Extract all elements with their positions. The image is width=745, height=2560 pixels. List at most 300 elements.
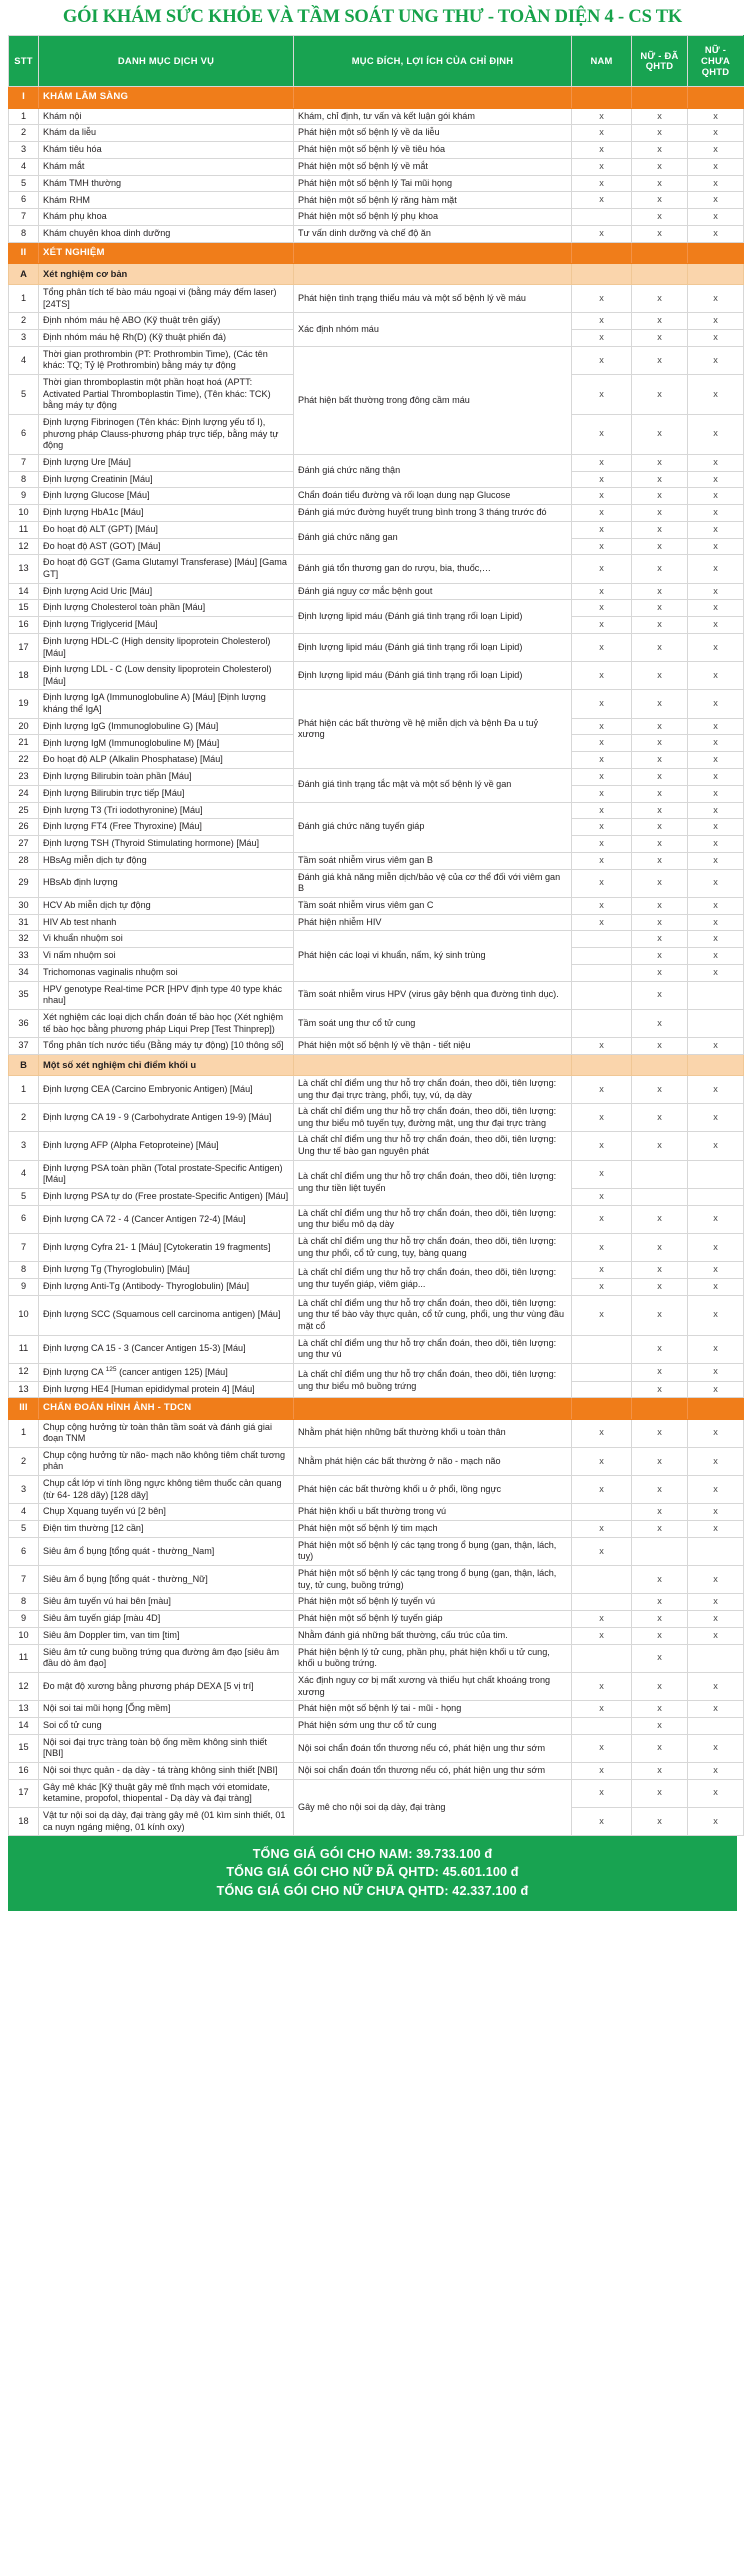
- row-mark-female-active: x: [632, 142, 688, 159]
- row-mark-female-inactive: [688, 1537, 744, 1565]
- row-service-name: Định lượng CA 15 - 3 (Cancer Antigen 15-3) [Máu]: [39, 1335, 294, 1363]
- row-mark-female-inactive: x: [688, 1701, 744, 1718]
- row-mark-female-active: x: [632, 852, 688, 869]
- row-mark-male: x: [572, 1672, 632, 1700]
- row-service-name: Định lượng CEA (Carcino Embryonic Antigen) [Máu]: [39, 1075, 294, 1103]
- table-row: [9, 454, 744, 471]
- row-mark-female-active: x: [632, 752, 688, 769]
- row-stt: 16: [9, 1762, 39, 1779]
- row-purpose: Phát hiện tình trạng thiếu máu và một số bệnh lý về máu: [294, 285, 572, 313]
- row-mark-male: x: [572, 852, 632, 869]
- table-row: [9, 690, 744, 718]
- row-mark-female-inactive: x: [688, 583, 744, 600]
- table-row: [9, 488, 744, 505]
- table-row: [9, 192, 744, 209]
- section-mark-male: [572, 1054, 632, 1075]
- row-service-name: Khám da liễu: [39, 125, 294, 142]
- row-mark-female-inactive: x: [688, 1381, 744, 1398]
- table-row: [9, 1504, 744, 1521]
- table-row: [9, 1363, 744, 1381]
- row-stt: 29: [9, 869, 39, 897]
- row-service-name: HIV Ab test nhanh: [39, 914, 294, 931]
- row-stt: 13: [9, 555, 39, 583]
- row-service-name: Định lượng TSH (Thyroid Stimulating hormone) [Máu]: [39, 836, 294, 853]
- row-purpose: Định lượng lipid máu (Đánh giá tình trạng rối loạn Lipid): [294, 600, 572, 634]
- row-mark-female-active: x: [632, 1779, 688, 1807]
- row-stt: 4: [9, 158, 39, 175]
- row-mark-male: x: [572, 1701, 632, 1718]
- row-stt: 22: [9, 752, 39, 769]
- row-mark-male: x: [572, 869, 632, 897]
- package-table: [8, 35, 744, 1836]
- row-stt: 2: [9, 1104, 39, 1132]
- section-purpose-blank: [294, 242, 572, 263]
- row-stt: 26: [9, 819, 39, 836]
- row-stt: 14: [9, 1717, 39, 1734]
- row-mark-female-active: x: [632, 454, 688, 471]
- row-purpose: Đánh giá mức đường huyết trung bình trong 3 tháng trước đó: [294, 505, 572, 522]
- row-mark-male: x: [572, 1205, 632, 1233]
- row-service-name: Định lượng PSA toàn phần (Total prostate-Specific Antigen) [Máu]: [39, 1160, 294, 1188]
- page-title: GÓI KHÁM SỨC KHỎE VÀ TẦM SOÁT UNG THƯ - TOÀN DIỆN 4 - CS TK: [62, 7, 683, 27]
- row-stt: 18: [9, 1807, 39, 1835]
- row-purpose: Phát hiện một số bệnh lý răng hàm mặt: [294, 192, 572, 209]
- row-stt: 8: [9, 1262, 39, 1279]
- row-mark-male: x: [572, 836, 632, 853]
- row-mark-male: [572, 1566, 632, 1594]
- row-service-name: Trichomonas vaginalis nhuộm soi: [39, 964, 294, 981]
- row-service-name: Thời gian prothrombin (PT: Prothrombin Time), (Các tên khác: TQ; Tỷ lệ Prothrombin) bằng máy tự động: [39, 346, 294, 374]
- row-mark-female-active: x: [632, 471, 688, 488]
- row-service-name: Đo hoạt độ AST (GOT) [Máu]: [39, 538, 294, 555]
- row-mark-female-inactive: x: [688, 192, 744, 209]
- row-mark-male: [572, 1717, 632, 1734]
- row-mark-male: x: [572, 1779, 632, 1807]
- table-row: [9, 1104, 744, 1132]
- table-row: [9, 1132, 744, 1160]
- row-mark-female-active: x: [632, 1807, 688, 1835]
- row-purpose: Là chất chỉ điểm ung thư hỗ trợ chẩn đoán, theo dõi, tiên lượng: ung thư tế bào vảy thực quản, cổ tử cung, phổi, ung thư vùng đầu mặt cổ: [294, 1295, 572, 1335]
- row-purpose: Đánh giá chức năng tuyến giáp: [294, 802, 572, 852]
- row-mark-female-inactive: x: [688, 1521, 744, 1538]
- row-mark-female-active: x: [632, 505, 688, 522]
- row-stt: 6: [9, 414, 39, 454]
- row-purpose: Phát hiện bệnh lý tử cung, phần phụ, phát hiện khối u tử cung, khối u buồng trứng.: [294, 1644, 572, 1672]
- row-mark-female-inactive: x: [688, 617, 744, 634]
- row-mark-female-inactive: x: [688, 1627, 744, 1644]
- subsection-header-row: [9, 1054, 744, 1075]
- row-service-name: Siêu âm tử cung buồng trứng qua đường âm đạo [siêu âm đầu dò âm đạo]: [39, 1644, 294, 1672]
- row-mark-female-active: x: [632, 1504, 688, 1521]
- row-mark-male: x: [572, 313, 632, 330]
- row-mark-female-inactive: x: [688, 414, 744, 454]
- row-mark-male: x: [572, 897, 632, 914]
- row-mark-female-inactive: x: [688, 785, 744, 802]
- row-purpose: Phát hiện các bất thường khối u ở phổi, lồng ngực: [294, 1476, 572, 1504]
- row-service-name: Định lượng PSA tự do (Free prostate-Specific Antigen) [Máu]: [39, 1188, 294, 1205]
- row-stt: 7: [9, 209, 39, 226]
- section-label: Xét nghiệm cơ bản: [39, 264, 294, 285]
- row-mark-female-active: x: [632, 836, 688, 853]
- row-mark-female-inactive: x: [688, 1762, 744, 1779]
- row-mark-female-inactive: x: [688, 735, 744, 752]
- row-service-name: Định lượng Acid Uric [Máu]: [39, 583, 294, 600]
- row-stt: 3: [9, 142, 39, 159]
- row-mark-male: x: [572, 1295, 632, 1335]
- row-mark-female-active: x: [632, 1566, 688, 1594]
- row-mark-female-inactive: x: [688, 1132, 744, 1160]
- row-mark-male: x: [572, 175, 632, 192]
- row-mark-female-inactive: x: [688, 852, 744, 869]
- row-stt: 12: [9, 538, 39, 555]
- row-stt: 15: [9, 1734, 39, 1762]
- row-purpose: Đánh giá chức năng thận: [294, 454, 572, 488]
- section-header-row: [9, 87, 744, 108]
- table-row: [9, 1262, 744, 1279]
- row-mark-female-inactive: x: [688, 1807, 744, 1835]
- row-stt: 14: [9, 583, 39, 600]
- row-mark-female-inactive: x: [688, 1038, 744, 1055]
- col-header-purpose: MỤC ĐÍCH, LỢI ÍCH CỦA CHỈ ĐỊNH: [294, 36, 572, 87]
- row-stt: 18: [9, 662, 39, 690]
- row-stt: 6: [9, 1205, 39, 1233]
- section-header-row: [9, 242, 744, 263]
- row-service-name: Soi cổ tử cung: [39, 1717, 294, 1734]
- row-purpose: Đánh giá khả năng miễn dịch/bảo vệ của cơ thể đối với viêm gan B: [294, 869, 572, 897]
- row-mark-male: x: [572, 617, 632, 634]
- row-service-name: Định lượng T3 (Tri iodothyronine) [Máu]: [39, 802, 294, 819]
- table-row: [9, 1009, 744, 1037]
- row-purpose: Đánh giá chức năng gan: [294, 521, 572, 555]
- row-stt: 3: [9, 330, 39, 347]
- row-mark-female-inactive: x: [688, 948, 744, 965]
- section-mark-female-inactive: [688, 264, 744, 285]
- row-purpose: Xác định nguy cơ bị mất xương và thiếu hụt chất khoáng trong xương: [294, 1672, 572, 1700]
- row-mark-male: x: [572, 1476, 632, 1504]
- section-number: A: [9, 264, 39, 285]
- row-mark-female-active: x: [632, 1233, 688, 1261]
- row-mark-female-active: x: [632, 1009, 688, 1037]
- section-purpose-blank: [294, 87, 572, 108]
- table-body: [9, 87, 744, 1836]
- row-mark-female-inactive: x: [688, 802, 744, 819]
- row-mark-female-inactive: [688, 981, 744, 1009]
- row-mark-male: [572, 1644, 632, 1672]
- table-header: [9, 36, 744, 87]
- row-purpose: Phát hiện các loại vi khuẩn, nấm, ký sinh trùng: [294, 931, 572, 981]
- row-stt: 11: [9, 1335, 39, 1363]
- row-mark-female-inactive: x: [688, 1335, 744, 1363]
- row-mark-male: x: [572, 1132, 632, 1160]
- table-row: [9, 1075, 744, 1103]
- row-purpose: Là chất chỉ điểm ung thư hỗ trợ chẩn đoán, theo dõi, tiên lượng: ung thư phổi, cổ tử cung, tụy, bàng quang: [294, 1233, 572, 1261]
- row-mark-male: [572, 1381, 632, 1398]
- row-mark-female-inactive: [688, 1009, 744, 1037]
- row-purpose: Nội soi chẩn đoán tổn thương nếu có, phát hiện ung thư sớm: [294, 1734, 572, 1762]
- table-row: [9, 505, 744, 522]
- table-row: [9, 1419, 744, 1447]
- section-mark-female-inactive: [688, 1054, 744, 1075]
- row-mark-female-active: x: [632, 1672, 688, 1700]
- section-number: I: [9, 87, 39, 108]
- row-purpose: Phát hiện một số bệnh lý Tai mũi họng: [294, 175, 572, 192]
- row-purpose: Gây mê cho nội soi dạ dày, đại tràng: [294, 1779, 572, 1836]
- row-mark-female-active: x: [632, 1381, 688, 1398]
- row-mark-female-active: x: [632, 662, 688, 690]
- row-mark-female-active: x: [632, 192, 688, 209]
- row-mark-female-active: x: [632, 1644, 688, 1672]
- row-purpose: Định lượng lipid máu (Đánh giá tình trạng rối loạn Lipid): [294, 662, 572, 690]
- row-mark-female-inactive: x: [688, 471, 744, 488]
- row-mark-female-active: x: [632, 819, 688, 836]
- table-row: [9, 346, 744, 374]
- row-service-name: Chụp cộng hưởng từ não- mạch não không tiêm chất tương phản: [39, 1447, 294, 1475]
- row-mark-female-inactive: x: [688, 836, 744, 853]
- row-stt: 3: [9, 1476, 39, 1504]
- row-purpose: Phát hiện một số bệnh lý tuyến vú: [294, 1594, 572, 1611]
- row-service-name: Vật tư nội soi dạ dày, đại tràng gây mê (01 kìm sinh thiết, 01 ca nuyn ngáng miệng, 01 kính oxy): [39, 1807, 294, 1835]
- row-purpose: Phát hiện một số bệnh lý về mắt: [294, 158, 572, 175]
- row-stt: 2: [9, 1447, 39, 1475]
- row-mark-male: [572, 1504, 632, 1521]
- row-purpose: Phát hiện một số bệnh lý về thận - tiết niệu: [294, 1038, 572, 1055]
- row-purpose: Phát hiện nhiễm HIV: [294, 914, 572, 931]
- row-mark-male: [572, 1009, 632, 1037]
- row-service-name: Nội soi thực quản - dạ dày - tá tràng không sinh thiết [NBI]: [39, 1762, 294, 1779]
- row-mark-female-inactive: [688, 1188, 744, 1205]
- row-service-name: Khám TMH thường: [39, 175, 294, 192]
- row-purpose: Chẩn đoán tiểu đường và rối loạn dung nạp Glucose: [294, 488, 572, 505]
- row-service-name: Tổng phân tích tế bào máu ngoại vi (bằng máy đếm laser) [24TS]: [39, 285, 294, 313]
- row-mark-male: x: [572, 225, 632, 242]
- row-service-name: Vi khuẩn nhuộm soi: [39, 931, 294, 948]
- table-row: [9, 1717, 744, 1734]
- row-mark-female-inactive: x: [688, 488, 744, 505]
- row-mark-female-inactive: x: [688, 225, 744, 242]
- row-mark-male: x: [572, 1104, 632, 1132]
- row-mark-female-inactive: x: [688, 1104, 744, 1132]
- row-service-name: HBsAg miễn dịch tự động: [39, 852, 294, 869]
- table-row: [9, 555, 744, 583]
- row-purpose: Phát hiện một số bệnh lý các tạng trong ổ bụng (gan, thận, lách, tuỵ): [294, 1537, 572, 1565]
- row-mark-female-inactive: x: [688, 538, 744, 555]
- row-mark-male: x: [572, 1188, 632, 1205]
- section-mark-female-active: [632, 1054, 688, 1075]
- col-header-stt: STT: [9, 36, 39, 87]
- row-mark-female-active: x: [632, 869, 688, 897]
- row-stt: 4: [9, 1504, 39, 1521]
- row-mark-male: x: [572, 158, 632, 175]
- row-stt: 11: [9, 1644, 39, 1672]
- row-mark-female-inactive: x: [688, 914, 744, 931]
- row-service-name: Định lượng Glucose [Máu]: [39, 488, 294, 505]
- row-service-name: Khám phụ khoa: [39, 209, 294, 226]
- row-mark-male: x: [572, 1537, 632, 1565]
- table-row: [9, 1762, 744, 1779]
- row-mark-female-inactive: x: [688, 1279, 744, 1296]
- row-service-name: Định lượng HDL-C (High density lipoprotein Cholesterol) [Máu]: [39, 633, 294, 661]
- row-service-name: Đo hoạt độ GGT (Gama Glutamyl Transferase) [Máu] [Gama GT]: [39, 555, 294, 583]
- row-mark-female-active: x: [632, 769, 688, 786]
- row-service-name: HCV Ab miễn dịch tự động: [39, 897, 294, 914]
- row-mark-male: x: [572, 521, 632, 538]
- row-service-name: Định lượng Bilirubin trực tiếp [Máu]: [39, 785, 294, 802]
- row-service-name: Định lượng CA 19 - 9 (Carbohydrate Antigen 19-9) [Máu]: [39, 1104, 294, 1132]
- row-mark-female-active: x: [632, 897, 688, 914]
- row-stt: 19: [9, 690, 39, 718]
- table-row: [9, 209, 744, 226]
- row-service-name: Định lượng IgM (Immunoglobuline M) [Máu]: [39, 735, 294, 752]
- row-mark-female-active: x: [632, 583, 688, 600]
- row-stt: 30: [9, 897, 39, 914]
- row-mark-female-inactive: [688, 1717, 744, 1734]
- row-mark-male: x: [572, 375, 632, 415]
- row-stt: 31: [9, 914, 39, 931]
- table-row: [9, 1205, 744, 1233]
- row-mark-female-active: x: [632, 346, 688, 374]
- row-mark-female-active: x: [632, 1594, 688, 1611]
- row-mark-female-active: x: [632, 175, 688, 192]
- row-mark-male: x: [572, 1734, 632, 1762]
- row-service-name: Xét nghiệm các loại dịch chẩn đoán tế bào học (Xét nghiệm tế bào học bằng phương pháp Liqui Prep [Test Thinprep]): [39, 1009, 294, 1037]
- row-mark-female-active: x: [632, 225, 688, 242]
- row-mark-male: x: [572, 1038, 632, 1055]
- table-row: [9, 521, 744, 538]
- row-mark-female-active: x: [632, 1335, 688, 1363]
- table-row: [9, 600, 744, 617]
- row-stt: 13: [9, 1701, 39, 1718]
- row-mark-female-active: x: [632, 1762, 688, 1779]
- row-stt: 7: [9, 1233, 39, 1261]
- row-service-name: Siêu âm ổ bụng [tổng quát - thường_Nam]: [39, 1537, 294, 1565]
- table-row: [9, 285, 744, 313]
- row-mark-female-active: x: [632, 718, 688, 735]
- header-row: [9, 36, 744, 87]
- section-mark-female-active: [632, 242, 688, 263]
- section-mark-female-active: [632, 87, 688, 108]
- row-mark-female-inactive: x: [688, 505, 744, 522]
- row-service-name: Siêu âm tuyến vú hai bên [màu]: [39, 1594, 294, 1611]
- col-header-female-active: NỮ - ĐÃ QHTD: [632, 36, 688, 87]
- section-mark-male: [572, 87, 632, 108]
- row-service-name: HPV genotype Real-time PCR [HPV định type 40 type khác nhau]: [39, 981, 294, 1009]
- row-mark-female-inactive: x: [688, 897, 744, 914]
- row-mark-male: x: [572, 600, 632, 617]
- row-mark-female-inactive: x: [688, 158, 744, 175]
- row-mark-female-active: x: [632, 158, 688, 175]
- row-mark-female-inactive: x: [688, 1611, 744, 1628]
- table-row: [9, 869, 744, 897]
- row-mark-female-inactive: x: [688, 662, 744, 690]
- table-row: [9, 225, 744, 242]
- row-stt: 23: [9, 769, 39, 786]
- row-stt: 15: [9, 600, 39, 617]
- section-mark-female-active: [632, 1398, 688, 1419]
- section-mark-male: [572, 1398, 632, 1419]
- row-mark-female-inactive: x: [688, 521, 744, 538]
- row-mark-male: x: [572, 1521, 632, 1538]
- row-mark-female-active: x: [632, 633, 688, 661]
- row-stt: 16: [9, 617, 39, 634]
- section-label: XÉT NGHIỆM: [39, 242, 294, 263]
- row-mark-female-inactive: x: [688, 1205, 744, 1233]
- row-service-name: Định lượng Cholesterol toàn phần [Máu]: [39, 600, 294, 617]
- row-service-name: Định lượng IgA (Immunoglobuline A) [Máu] [Định lượng kháng thể IgA]: [39, 690, 294, 718]
- row-mark-female-active: x: [632, 1717, 688, 1734]
- row-stt: 10: [9, 1627, 39, 1644]
- section-purpose-blank: [294, 1398, 572, 1419]
- row-mark-male: x: [572, 330, 632, 347]
- row-stt: 24: [9, 785, 39, 802]
- row-stt: 21: [9, 735, 39, 752]
- row-purpose: Phát hiện một số bệnh lý về tiêu hóa: [294, 142, 572, 159]
- total-line-1: TỔNG GIÁ GÓI CHO NAM: 39.733.100 đ: [252, 1847, 493, 1862]
- row-mark-male: [572, 964, 632, 981]
- row-mark-female-inactive: x: [688, 1594, 744, 1611]
- row-mark-female-active: x: [632, 313, 688, 330]
- row-service-name: Điện tim thường [12 cần]: [39, 1521, 294, 1538]
- row-stt: 25: [9, 802, 39, 819]
- table-row: [9, 1594, 744, 1611]
- section-purpose-blank: [294, 264, 572, 285]
- row-purpose: Nhằm phát hiện các bất thường ở não - mạch não: [294, 1447, 572, 1475]
- row-service-name: Định lượng CA $^{125}$ (cancer antigen 125) [Máu]: [39, 1363, 294, 1381]
- section-purpose-blank: [294, 1054, 572, 1075]
- row-stt: 32: [9, 931, 39, 948]
- section-number: B: [9, 1054, 39, 1075]
- row-mark-female-inactive: x: [688, 142, 744, 159]
- row-mark-male: x: [572, 1447, 632, 1475]
- row-mark-male: x: [572, 1262, 632, 1279]
- table-row: [9, 769, 744, 786]
- row-mark-female-inactive: x: [688, 1419, 744, 1447]
- row-stt: 28: [9, 852, 39, 869]
- row-mark-female-inactive: x: [688, 1233, 744, 1261]
- row-mark-male: x: [572, 1233, 632, 1261]
- row-service-name: Định lượng Triglycerid [Máu]: [39, 617, 294, 634]
- table-row: [9, 1476, 744, 1504]
- row-service-name: Định lượng Tg (Thyroglobulin) [Máu]: [39, 1262, 294, 1279]
- row-service-name: Định lượng LDL - C (Low density lipoprotein Cholesterol) [Máu]: [39, 662, 294, 690]
- row-mark-female-active: x: [632, 1701, 688, 1718]
- row-mark-male: x: [572, 1160, 632, 1188]
- row-mark-female-inactive: x: [688, 1262, 744, 1279]
- section-mark-female-inactive: [688, 87, 744, 108]
- row-mark-male: x: [572, 1279, 632, 1296]
- row-stt: 2: [9, 125, 39, 142]
- row-stt: 5: [9, 1188, 39, 1205]
- table-row: [9, 1295, 744, 1335]
- row-mark-female-active: x: [632, 1611, 688, 1628]
- section-mark-female-inactive: [688, 242, 744, 263]
- row-mark-female-inactive: x: [688, 1504, 744, 1521]
- row-mark-male: x: [572, 819, 632, 836]
- row-mark-female-inactive: x: [688, 209, 744, 226]
- row-mark-female-active: x: [632, 555, 688, 583]
- row-mark-male: [572, 981, 632, 1009]
- row-service-name: Định lượng Creatinin [Máu]: [39, 471, 294, 488]
- row-mark-female-active: x: [632, 538, 688, 555]
- row-stt: 9: [9, 1279, 39, 1296]
- table-row: [9, 897, 744, 914]
- row-mark-male: x: [572, 538, 632, 555]
- table-row: [9, 1779, 744, 1807]
- row-service-name: Chụp cộng hưởng từ toàn thân tầm soát và đánh giá giai đoạn TNM: [39, 1419, 294, 1447]
- row-mark-female-active: x: [632, 735, 688, 752]
- section-label: KHÁM LÂM SÀNG: [39, 87, 294, 108]
- row-mark-female-active: x: [632, 617, 688, 634]
- table-row: [9, 1521, 744, 1538]
